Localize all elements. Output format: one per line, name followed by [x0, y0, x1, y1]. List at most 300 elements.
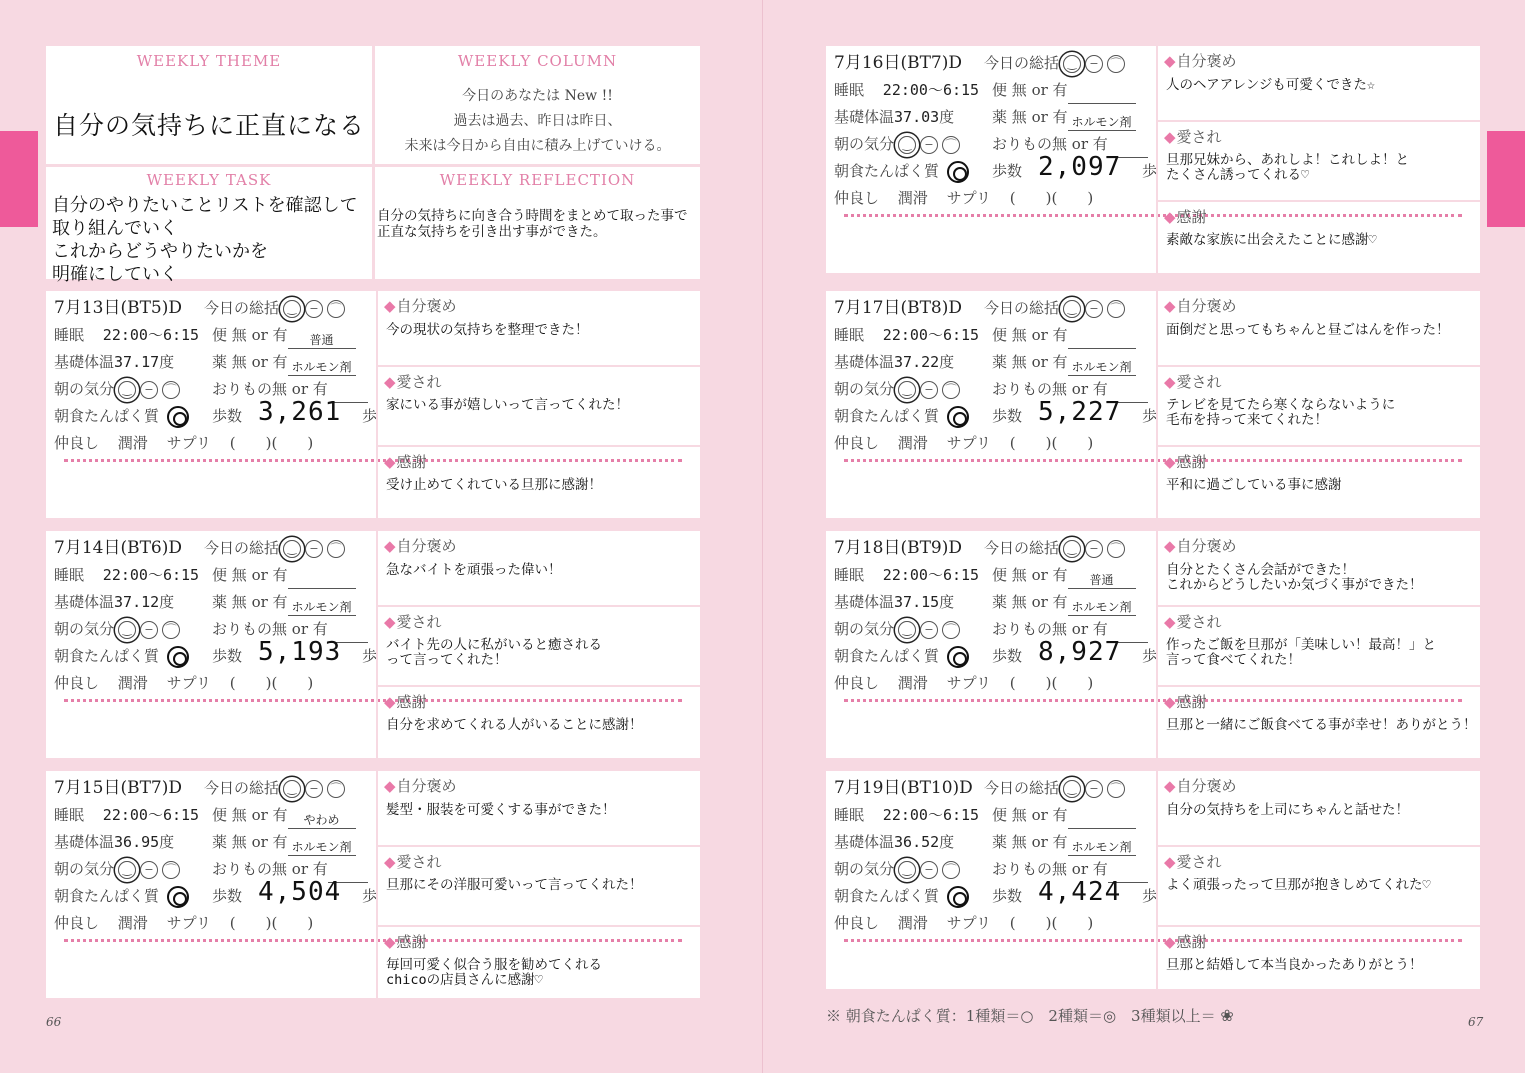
steps-unit: 歩 — [1142, 887, 1158, 905]
praise-heading: ◆ 自分褒め — [384, 295, 457, 316]
nakayoshi-label: 仲良し — [54, 674, 100, 692]
sad-face-icon[interactable]: ⌒ — [942, 861, 960, 879]
temp-unit: 度 — [159, 353, 175, 371]
basal-temp: 37.03 — [894, 108, 940, 126]
sad-face-icon[interactable]: ⌒ — [1107, 300, 1125, 318]
temp-label: 基礎体温 — [834, 833, 895, 851]
sad-face-icon[interactable]: ⌒ — [942, 381, 960, 399]
discharge-choice[interactable]: 無 or 有 — [1052, 620, 1108, 638]
nakayoshi-label: 仲良し — [834, 189, 880, 207]
double-circle-icon[interactable] — [947, 161, 969, 183]
lubricant-label: 潤滑 — [897, 189, 928, 207]
loved-text: 旦那にその洋服可愛いって言ってくれた！ — [386, 877, 643, 893]
steps-count: 2,097 — [1038, 152, 1122, 182]
day-date: 7月14日(BT6)D — [54, 538, 182, 558]
smile-face-icon[interactable]: ‿ — [118, 861, 136, 879]
bowel-note: 普通 — [1068, 571, 1136, 589]
smile-face-icon[interactable]: ‿ — [898, 381, 916, 399]
neutral-face-icon[interactable]: − — [1085, 540, 1103, 558]
day-entry — [46, 291, 700, 518]
nakayoshi-label: 仲良し — [834, 674, 880, 692]
loved-section — [1158, 365, 1480, 443]
smile-face-icon[interactable]: ‿ — [118, 621, 136, 639]
loved-heading: ◆ 愛され — [384, 371, 442, 392]
bowel-note — [288, 571, 356, 589]
basal-temp: 37.15 — [894, 593, 940, 611]
thanks-heading: ◆ 感謝 — [1164, 931, 1207, 952]
sad-face-icon[interactable]: ⌒ — [327, 300, 345, 318]
reflection-column — [376, 771, 700, 998]
extra-items: ( )( ) — [229, 434, 314, 452]
reflection-column — [1156, 291, 1480, 518]
smile-face-icon[interactable]: ‿ — [898, 136, 916, 154]
medicine-note: ホルモン剤 — [1068, 113, 1136, 131]
temp-unit: 度 — [939, 353, 955, 371]
supplement-label: サプリ — [946, 914, 991, 932]
praise-section — [1158, 291, 1480, 363]
page-gutter — [762, 0, 763, 1073]
thanks-section — [378, 685, 700, 758]
medicine-note: ホルモン剤 — [1068, 598, 1136, 616]
praise-section — [1158, 771, 1480, 843]
right-index-tab — [1487, 131, 1525, 227]
temp-unit: 度 — [939, 833, 955, 851]
medicine-label: 薬 — [992, 593, 1008, 611]
summary-label: 今日の総括 — [204, 539, 280, 557]
thanks-text: 素敵な家族に出会えたことに感謝♡ — [1166, 232, 1377, 248]
discharge-choice[interactable]: 無 or 有 — [1052, 135, 1108, 153]
double-circle-icon[interactable] — [947, 646, 969, 668]
praise-heading: ◆ 自分褒め — [1164, 775, 1237, 796]
neutral-face-icon[interactable]: − — [140, 861, 158, 879]
temp-label: 基礎体温 — [54, 833, 115, 851]
day-date: 7月18日(BT9)D — [834, 538, 962, 558]
smile-face-icon[interactable]: ‿ — [898, 621, 916, 639]
day-entry — [826, 46, 1480, 273]
bowel-note: 普通 — [288, 331, 356, 349]
thanks-section — [1158, 925, 1480, 989]
sleep-label: 睡眠 — [834, 566, 865, 584]
protein-label: 朝食たんぱく質 — [54, 887, 160, 905]
basal-temp: 36.95 — [114, 833, 160, 851]
thanks-text: 自分を求めてくれる人がいることに感謝！ — [386, 717, 643, 733]
basal-temp: 37.12 — [114, 593, 160, 611]
loved-section — [1158, 120, 1480, 198]
medicine-note: ホルモン剤 — [288, 358, 356, 376]
discharge-choice[interactable]: 無 or 有 — [272, 380, 328, 398]
day-entry — [46, 771, 700, 998]
steps-count: 4,504 — [258, 877, 342, 907]
thanks-section — [378, 925, 700, 998]
steps-unit: 歩 — [362, 887, 378, 905]
praise-text: 人のヘアアレンジも可愛くできた☆ — [1166, 77, 1376, 93]
left-index-tab — [0, 131, 38, 227]
reflection-column — [1156, 46, 1480, 273]
supplement-label: サプリ — [166, 674, 211, 692]
nakayoshi-label: 仲良し — [834, 914, 880, 932]
praise-heading: ◆ 自分褒め — [384, 775, 457, 796]
legend-text: ※ 朝食たんぱく質：1種類＝○ 2種類＝◎ 3種類以上＝ — [826, 1007, 1216, 1025]
reflection-column — [376, 291, 700, 518]
smile-face-icon[interactable]: ‿ — [283, 300, 301, 318]
double-circle-icon[interactable] — [167, 406, 189, 428]
nakayoshi-label: 仲良し — [834, 434, 880, 452]
mood-label: 朝の気分 — [834, 135, 895, 153]
extra-items: ( )( ) — [1009, 189, 1094, 207]
bowel-note — [1068, 331, 1136, 349]
praise-heading: ◆ 自分褒め — [1164, 50, 1237, 71]
neutral-face-icon[interactable]: − — [920, 621, 938, 639]
praise-text: 髪型・服装を可愛くする事ができた！ — [386, 802, 616, 818]
weekly-theme-box — [46, 46, 372, 164]
thanks-section — [1158, 445, 1480, 518]
column-line: 未来は今日から自由に積み上げていける。 — [404, 138, 671, 154]
weekly-task-title: WEEKLY TASK — [146, 171, 272, 189]
extra-items: ( )( ) — [1009, 914, 1094, 932]
praise-text: 急なバイトを頑張った偉い！ — [386, 562, 562, 578]
discharge-choice[interactable]: 無 or 有 — [272, 860, 328, 878]
temp-label: 基礎体温 — [834, 108, 895, 126]
smile-face-icon[interactable]: ‿ — [1063, 300, 1081, 318]
sleep-time: 22:00～6:15 — [102, 326, 200, 344]
smile-face-icon[interactable]: ‿ — [898, 861, 916, 879]
discharge-label: おりもの — [992, 135, 1053, 153]
bowel-label: 便 — [212, 806, 228, 824]
loved-section — [1158, 845, 1480, 923]
thanks-text: 受け止めてくれている旦那に感謝！ — [386, 477, 602, 493]
lubricant-label: 潤滑 — [117, 674, 148, 692]
summary-label: 今日の総括 — [204, 779, 280, 797]
temp-unit: 度 — [159, 833, 175, 851]
steps-label: 歩数 — [992, 162, 1023, 180]
praise-heading: ◆ 自分褒め — [1164, 295, 1237, 316]
summary-label: 今日の総括 — [984, 54, 1060, 72]
extra-items: ( )( ) — [229, 914, 314, 932]
neutral-face-icon[interactable]: − — [1085, 780, 1103, 798]
protein-label: 朝食たんぱく質 — [54, 407, 160, 425]
praise-section — [1158, 531, 1480, 603]
protein-label: 朝食たんぱく質 — [834, 407, 940, 425]
medicine-label: 薬 — [212, 353, 228, 371]
temp-label: 基礎体温 — [834, 593, 895, 611]
steps-count: 5,193 — [258, 637, 342, 667]
weekly-theme-title: WEEKLY THEME — [136, 52, 282, 70]
bowel-label: 便 — [992, 326, 1008, 344]
summary-label: 今日の総括 — [204, 299, 280, 317]
steps-count: 8,927 — [1038, 637, 1122, 667]
loved-heading: ◆ 愛され — [384, 851, 442, 872]
bowel-label: 便 — [992, 566, 1008, 584]
day-entry — [826, 291, 1480, 518]
lubricant-label: 潤滑 — [117, 434, 148, 452]
page-number-right: 67 — [1468, 1015, 1484, 1029]
bowel-choice[interactable]: 無 or 有 — [231, 326, 288, 344]
loved-section — [378, 365, 700, 443]
thanks-heading: ◆ 感謝 — [1164, 206, 1207, 227]
thanks-text: 旦那と結婚して本当良かったありがとう！ — [1166, 957, 1423, 973]
page-number-left: 66 — [46, 1015, 62, 1029]
sad-face-icon[interactable]: ⌒ — [1107, 540, 1125, 558]
loved-heading: ◆ 愛され — [384, 611, 442, 632]
loved-heading: ◆ 愛され — [1164, 371, 1222, 392]
smile-face-icon[interactable]: ‿ — [1063, 540, 1081, 558]
lubricant-label: 潤滑 — [117, 914, 148, 932]
steps-count: 4,424 — [1038, 877, 1122, 907]
bowel-choice[interactable]: 無 or 有 — [231, 806, 288, 824]
weekly-reflection-text: 自分の気持ちに向き合う時間をまとめて取った事で 正直な気持ちを引き出す事ができた。 — [377, 208, 688, 240]
medicine-choice[interactable]: 無 or 有 — [231, 593, 288, 611]
medicine-choice[interactable]: 無 or 有 — [1011, 353, 1068, 371]
protein-label: 朝食たんぱく質 — [54, 647, 160, 665]
sleep-time: 22:00～6:15 — [882, 81, 980, 99]
day-date: 7月17日(BT8)D — [834, 298, 962, 318]
steps-label: 歩数 — [992, 647, 1023, 665]
sad-face-icon[interactable]: ⌒ — [327, 540, 345, 558]
weekly-column-text — [375, 84, 700, 159]
loved-section — [378, 605, 700, 683]
praise-section — [378, 291, 700, 363]
sleep-time: 22:00～6:15 — [882, 566, 980, 584]
discharge-label: おりもの — [212, 620, 273, 638]
temp-label: 基礎体温 — [834, 353, 895, 371]
reflection-column — [1156, 531, 1480, 758]
sleep-label: 睡眠 — [54, 326, 85, 344]
thanks-heading: ◆ 感謝 — [1164, 691, 1207, 712]
day-date: 7月13日(BT5)D — [54, 298, 182, 318]
thanks-heading: ◆ 感謝 — [384, 691, 427, 712]
sleep-label: 睡眠 — [834, 806, 865, 824]
weekly-theme-text: 自分の気持ちに正直になる — [52, 111, 365, 140]
thanks-text: 平和に過ごしている事に感謝 — [1166, 477, 1342, 493]
weekly-column-title: WEEKLY COLUMN — [457, 52, 618, 70]
sad-face-icon[interactable]: ⌒ — [162, 861, 180, 879]
thanks-heading: ◆ 感謝 — [384, 451, 427, 472]
neutral-face-icon[interactable]: − — [920, 381, 938, 399]
protein-label: 朝食たんぱく質 — [834, 647, 940, 665]
reflection-column — [1156, 771, 1480, 989]
bowel-choice[interactable]: 無 or 有 — [1011, 81, 1068, 99]
medicine-label: 薬 — [992, 108, 1008, 126]
loved-text: テレビを見てたら寒くならないように 毛布を持って来てくれた！ — [1166, 397, 1396, 428]
neutral-face-icon[interactable]: − — [140, 381, 158, 399]
medicine-choice[interactable]: 無 or 有 — [1011, 108, 1068, 126]
double-circle-icon[interactable] — [167, 646, 189, 668]
weekly-task-text: 自分のやりたいことリストを確認して 取り組んでいく これからどうやりたいかを 明確にしていく — [52, 195, 358, 285]
praise-section — [378, 531, 700, 603]
day-date: 7月19日(BT10)D — [834, 778, 973, 798]
column-line: 今日のあなたは New !! — [462, 88, 613, 104]
loved-heading: ◆ 愛され — [1164, 126, 1222, 147]
medicine-choice[interactable]: 無 or 有 — [231, 353, 288, 371]
neutral-face-icon[interactable]: − — [1085, 300, 1103, 318]
smile-face-icon[interactable]: ‿ — [283, 780, 301, 798]
nakayoshi-label: 仲良し — [54, 434, 100, 452]
weekly-task-box — [46, 167, 372, 285]
discharge-choice[interactable]: 無 or 有 — [272, 620, 328, 638]
bowel-label: 便 — [992, 81, 1008, 99]
medicine-label: 薬 — [212, 833, 228, 851]
day-entry — [826, 531, 1480, 758]
day-date: 7月16日(BT7)D — [834, 53, 962, 73]
discharge-label: おりもの — [992, 620, 1053, 638]
double-circle-icon[interactable] — [947, 886, 969, 908]
day-entry — [826, 771, 1480, 989]
weekly-reflection-title: WEEKLY REFLECTION — [439, 171, 636, 189]
basal-temp: 37.22 — [894, 353, 940, 371]
steps-unit: 歩 — [1142, 407, 1158, 425]
medicine-label: 薬 — [992, 833, 1008, 851]
neutral-face-icon[interactable]: − — [305, 300, 323, 318]
medicine-choice[interactable]: 無 or 有 — [1011, 833, 1068, 851]
steps-label: 歩数 — [992, 407, 1023, 425]
bowel-choice[interactable]: 無 or 有 — [1011, 806, 1068, 824]
loved-heading: ◆ 愛され — [1164, 611, 1222, 632]
column-line: 過去は過去、昨日は昨日、 — [453, 113, 622, 129]
thanks-heading: ◆ 感謝 — [384, 931, 427, 952]
loved-text: 家にいる事が嬉しいって言ってくれた！ — [386, 397, 629, 413]
sad-face-icon[interactable]: ⌒ — [1107, 55, 1125, 73]
day-entry — [46, 531, 700, 758]
sad-face-icon[interactable]: ⌒ — [942, 136, 960, 154]
smile-face-icon[interactable]: ‿ — [118, 381, 136, 399]
discharge-label: おりもの — [992, 860, 1053, 878]
praise-heading: ◆ 自分褒め — [384, 535, 457, 556]
medicine-choice[interactable]: 無 or 有 — [1011, 593, 1068, 611]
discharge-label: おりもの — [212, 380, 273, 398]
extra-items: ( )( ) — [229, 674, 314, 692]
steps-label: 歩数 — [212, 647, 243, 665]
temp-label: 基礎体温 — [54, 353, 115, 371]
reflection-column — [376, 531, 700, 758]
weekly-column-box — [375, 46, 700, 164]
medicine-note: ホルモン剤 — [288, 838, 356, 856]
mood-label: 朝の気分 — [54, 860, 115, 878]
smile-face-icon[interactable]: ‿ — [1063, 780, 1081, 798]
neutral-face-icon[interactable]: − — [305, 540, 323, 558]
smile-face-icon[interactable]: ‿ — [283, 540, 301, 558]
neutral-face-icon[interactable]: − — [920, 136, 938, 154]
loved-text: 作ったご飯を旦那が「美味しい！最高！」と 言って食べてくれた！ — [1166, 637, 1436, 668]
temp-unit: 度 — [939, 593, 955, 611]
bowel-label: 便 — [212, 326, 228, 344]
bowel-note: やわめ — [288, 811, 356, 829]
double-circle-icon[interactable] — [167, 886, 189, 908]
thanks-text: 毎回可愛く似合う服を勧めてくれる chicoの店員さんに感謝♡ — [386, 957, 602, 988]
steps-unit: 歩 — [1142, 162, 1158, 180]
sad-face-icon[interactable]: ⌒ — [162, 381, 180, 399]
summary-label: 今日の総括 — [984, 779, 1060, 797]
smile-face-icon[interactable]: ‿ — [1063, 55, 1081, 73]
praise-text: 自分の気持ちを上司にちゃんと話せた！ — [1166, 802, 1409, 818]
discharge-choice[interactable]: 無 or 有 — [1052, 380, 1108, 398]
medicine-label: 薬 — [992, 353, 1008, 371]
loved-section — [1158, 605, 1480, 683]
sad-face-icon[interactable]: ⌒ — [162, 621, 180, 639]
thanks-section — [1158, 200, 1480, 273]
supplement-label: サプリ — [166, 914, 211, 932]
mood-label: 朝の気分 — [54, 620, 115, 638]
supplement-label: サプリ — [946, 434, 991, 452]
sleep-time: 22:00～6:15 — [102, 806, 200, 824]
extra-items: ( )( ) — [1009, 434, 1094, 452]
discharge-label: おりもの — [212, 860, 273, 878]
praise-section — [1158, 46, 1480, 118]
sad-face-icon[interactable]: ⌒ — [942, 621, 960, 639]
sleep-time: 22:00～6:15 — [882, 326, 980, 344]
temp-label: 基礎体温 — [54, 593, 115, 611]
sad-face-icon[interactable]: ⌒ — [327, 780, 345, 798]
loved-text: 旦那兄妹から、あれしよ！これしよ！と たくさん誘ってくれる♡ — [1166, 152, 1409, 183]
bowel-choice[interactable]: 無 or 有 — [1011, 326, 1068, 344]
steps-label: 歩数 — [212, 887, 243, 905]
summary-label: 今日の総括 — [984, 299, 1060, 317]
weekly-reflection-box — [375, 167, 700, 279]
bowel-note — [1068, 86, 1136, 104]
neutral-face-icon[interactable]: − — [920, 861, 938, 879]
medicine-choice[interactable]: 無 or 有 — [231, 833, 288, 851]
discharge-label: おりもの — [992, 380, 1053, 398]
praise-text: 面倒だと思ってもちゃんと昼ごはんを作った！ — [1166, 322, 1450, 338]
loved-section — [378, 845, 700, 923]
bowel-choice[interactable]: 無 or 有 — [231, 566, 288, 584]
medicine-note: ホルモン剤 — [288, 598, 356, 616]
temp-unit: 度 — [939, 108, 955, 126]
bowel-choice[interactable]: 無 or 有 — [1011, 566, 1068, 584]
mood-label: 朝の気分 — [54, 380, 115, 398]
neutral-face-icon[interactable]: − — [140, 621, 158, 639]
supplement-label: サプリ — [946, 189, 991, 207]
sleep-label: 睡眠 — [54, 806, 85, 824]
neutral-face-icon[interactable]: − — [1085, 55, 1103, 73]
steps-unit: 歩 — [1142, 647, 1158, 665]
summary-label: 今日の総括 — [984, 539, 1060, 557]
protein-label: 朝食たんぱく質 — [834, 162, 940, 180]
thanks-section — [378, 445, 700, 518]
lubricant-label: 潤滑 — [897, 674, 928, 692]
basal-temp: 36.52 — [894, 833, 940, 851]
supplement-label: サプリ — [946, 674, 991, 692]
mood-label: 朝の気分 — [834, 860, 895, 878]
sad-face-icon[interactable]: ⌒ — [1107, 780, 1125, 798]
praise-section — [378, 771, 700, 843]
sleep-label: 睡眠 — [834, 81, 865, 99]
thanks-text: 旦那と一緒にご飯食べてる事が幸せ！ありがとう！ — [1166, 717, 1477, 733]
thanks-heading: ◆ 感謝 — [1164, 451, 1207, 472]
double-circle-icon[interactable] — [947, 406, 969, 428]
mood-label: 朝の気分 — [834, 380, 895, 398]
lubricant-label: 潤滑 — [897, 434, 928, 452]
sleep-label: 睡眠 — [54, 566, 85, 584]
supplement-label: サプリ — [166, 434, 211, 452]
sleep-label: 睡眠 — [834, 326, 865, 344]
discharge-choice[interactable]: 無 or 有 — [1052, 860, 1108, 878]
praise-text: 自分とたくさん会話ができた！ これからどうしたいか気づく事ができた！ — [1166, 562, 1423, 593]
flower-icon: ❀ — [1220, 1006, 1234, 1025]
temp-unit: 度 — [159, 593, 175, 611]
mood-label: 朝の気分 — [834, 620, 895, 638]
basal-temp: 37.17 — [114, 353, 160, 371]
sleep-time: 22:00～6:15 — [102, 566, 200, 584]
medicine-note: ホルモン剤 — [1068, 358, 1136, 376]
loved-heading: ◆ 愛され — [1164, 851, 1222, 872]
loved-text: バイト先の人に私がいると癒される って言ってくれた！ — [386, 637, 602, 668]
nakayoshi-label: 仲良し — [54, 914, 100, 932]
neutral-face-icon[interactable]: − — [305, 780, 323, 798]
steps-count: 3,261 — [258, 397, 342, 427]
day-date: 7月15日(BT7)D — [54, 778, 182, 798]
praise-text: 今の現状の気持ちを整理できた！ — [386, 322, 589, 338]
steps-unit: 歩 — [362, 407, 378, 425]
